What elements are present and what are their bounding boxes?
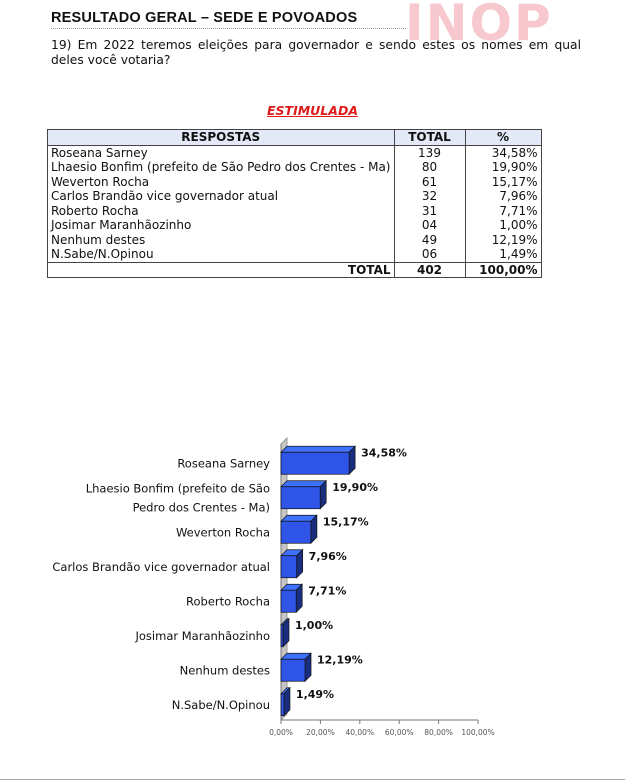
bar bbox=[281, 590, 296, 612]
row-pct: 34,58% bbox=[465, 145, 541, 160]
bar bbox=[281, 452, 349, 474]
category-label: Josimar Maranhãozinho bbox=[135, 628, 270, 643]
subtitle: ESTIMULADA bbox=[267, 103, 358, 118]
row-total: 80 bbox=[394, 160, 465, 175]
inop-logo: INOP bbox=[405, 0, 553, 46]
bar bbox=[281, 521, 311, 543]
total-pct: 100,00% bbox=[465, 262, 541, 278]
bar-value-label: 7,71% bbox=[308, 584, 347, 598]
bar bbox=[281, 659, 305, 681]
row-label: Weverton Rocha bbox=[48, 175, 395, 190]
x-tick-label: 40,00% bbox=[345, 728, 375, 737]
col-header-pct: % bbox=[465, 130, 541, 146]
row-label: Nenhum destes bbox=[48, 233, 395, 248]
category-label: Roseana Sarney bbox=[177, 456, 270, 471]
total-count: 402 bbox=[394, 262, 465, 278]
row-pct: 15,17% bbox=[465, 175, 541, 190]
row-total: 49 bbox=[394, 233, 465, 248]
row-pct: 1,49% bbox=[465, 247, 541, 262]
category-label: Pedro dos Crentes - Ma) bbox=[132, 500, 270, 515]
bar-value-label: 7,96% bbox=[308, 549, 347, 563]
bar bbox=[281, 556, 297, 578]
page-bottom-rule bbox=[0, 779, 625, 780]
category-label: Nenhum destes bbox=[179, 663, 270, 678]
category-label: Lhaesio Bonfim (prefeito de São bbox=[85, 481, 270, 496]
row-pct: 7,96% bbox=[465, 189, 541, 204]
page-title: RESULTADO GERAL – SEDE E POVOADOS bbox=[51, 10, 358, 26]
row-total: 32 bbox=[394, 189, 465, 204]
category-label: N.Sabe/N.Opinou bbox=[171, 697, 270, 712]
x-tick-label: 100,00% bbox=[461, 728, 495, 737]
row-label: N.Sabe/N.Opinou bbox=[48, 247, 395, 262]
bar-value-label: 1,00% bbox=[294, 618, 334, 632]
category-label: Weverton Rocha bbox=[175, 525, 270, 540]
row-pct: 12,19% bbox=[465, 233, 541, 248]
row-total: 04 bbox=[394, 218, 465, 233]
bar-value-label: 34,58% bbox=[361, 446, 407, 460]
row-total: 61 bbox=[394, 175, 465, 190]
row-pct: 1,00% bbox=[465, 218, 541, 233]
row-total: 06 bbox=[394, 247, 465, 262]
row-label: Josimar Maranhãozinho bbox=[48, 218, 395, 233]
row-label: Roberto Rocha bbox=[48, 204, 395, 219]
bar-top-face bbox=[281, 446, 355, 452]
row-pct: 19,90% bbox=[465, 160, 541, 175]
category-label: Roberto Rocha bbox=[186, 594, 270, 609]
row-label: Lhaesio Bonfim (prefeito de São Pedro dos Crentes - Ma) bbox=[48, 160, 395, 175]
row-pct: 7,71% bbox=[465, 204, 541, 219]
x-tick-label: 60,00% bbox=[384, 728, 414, 737]
row-label: Carlos Brandão vice governador atual bbox=[48, 189, 395, 204]
row-total: 31 bbox=[394, 204, 465, 219]
total-label: TOTAL bbox=[48, 262, 395, 278]
bar-value-label: 19,90% bbox=[332, 480, 379, 494]
row-label: Roseana Sarney bbox=[48, 145, 395, 160]
bar-value-label: 1,49% bbox=[295, 687, 335, 701]
x-tick-label: 80,00% bbox=[424, 728, 453, 737]
question-text: 19) Em 2022 teremos eleições para governador e sendo estes os nomes em qual deles você votaria? bbox=[51, 38, 581, 67]
bar-value-label: 15,17% bbox=[322, 515, 369, 529]
bar bbox=[281, 487, 320, 509]
row-total: 139 bbox=[394, 145, 465, 160]
bar bbox=[281, 625, 283, 647]
x-tick-label: 0,00% bbox=[269, 728, 293, 737]
col-header-total: TOTAL bbox=[394, 130, 465, 146]
category-label: Carlos Brandão vice governador atual bbox=[52, 559, 270, 574]
bar-value-label: 12,19% bbox=[317, 653, 363, 667]
bar-top-face bbox=[281, 481, 326, 487]
x-tick-label: 20,00% bbox=[306, 728, 335, 737]
col-header-respostas: RESPOSTAS bbox=[48, 130, 395, 146]
bar bbox=[281, 694, 284, 716]
